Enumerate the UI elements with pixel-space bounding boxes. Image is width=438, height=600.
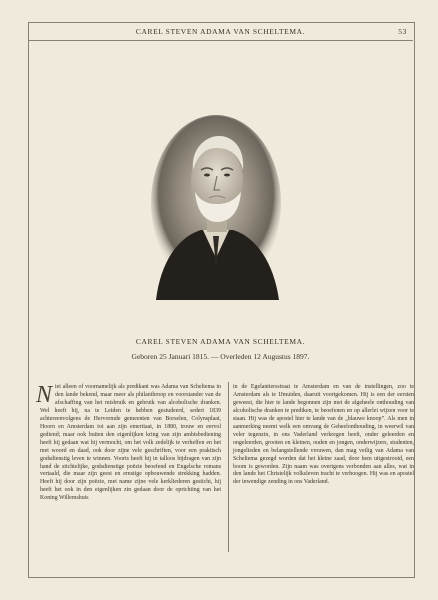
portrait-caption-name: CAREL STEVEN ADAMA VAN SCHELTEMA. — [135, 337, 306, 346]
right-column-text: in de Egelantiersstraat te Amsterdam en van de instellingen, zoo te Amsterdam als te IJmuiden, daaruit voortgekomen. Hij is een der eersten geweest, die hier te lande begonnen zijn met de algeheele onthouding van alcoholische dranken te prediken, te beoefenen en op allerlei wijzen voor te staan. Hij was de apostel hier te lande van de „blauwe knoop”. Als men in aanmerking neemt welk een omvang de Geheelonthouding, in weerwil van veler tegenzin, in ons Vaderland verkregen heeft, onder geleerden en ongeleerden, grooten en kleinen, ouden en jongen, onderwijzers, studenten, jongelieden en belangstellende vrouwen, dan mag veilig van Adama van Scheltema gezegd worden dat het kleine zaad, door hem uitgestrooid, een boom is geworden. Zijn naam was overigens verbonden aan alles, wat in den lande het Christelijk volksleven tracht te verhoogen. Hij was en apostel der inwendige zending in ons Vaderland. — [233, 384, 414, 486]
page-number: 53 — [398, 27, 407, 36]
article-body — [36, 382, 414, 554]
column-divider — [228, 382, 229, 552]
article-column-left — [36, 382, 221, 554]
header-rule — [28, 40, 413, 41]
running-head — [28, 27, 413, 39]
portrait-image — [151, 118, 282, 300]
running-title: CAREL STEVEN ADAMA VAN SCHELTEMA. — [135, 27, 306, 36]
left-column-text: iet alleen of voornamelijk als predikant was Adama van Scheltema in den lande bekend, maar meer als philanthroop en voorstander van de afschaffing van het misbruik en gebruik van alcoholische dranken. Wel heeft hij, na te Leiden te hebben gestudeerd, sedert 1839 achtereenvolgens de Hervormde gemeenten van Borselen, Colynsplaat, Hoorn en Amsterdam tot aan zijn emeritaat, in 1880, trouw en eervol gediend; maar ook buiten den eigenlijken kring van zijn ambtsbediening heeft hij gedaan wat hij vermocht, om het volk zedelijk te verheffen en het met woord en daad, ook door zijne vele geschriften, voor een praktisch godsdienstig leven te winnen. Voorts heeft hij in talloos bijdragen van zijn hand de stichtelijke, godsdienstige poëzie beoefend en Engelsche romans vertaald, die maar zijn geest en ernstige opbouwende strekking hadden. Heeft hij door zijn poëzie, met name zijne vele kerkliederen gesticht, hij heeft het ook in den eigenlijken zin gedaan door de oprichting van het Koning Willemshuis — [40, 384, 221, 502]
article-column-right — [233, 384, 414, 554]
portrait-caption-dates: Geboren 25 Januari 1815. — Overleden 12 Augustus 1897. — [131, 352, 310, 361]
drop-cap: N — [36, 382, 53, 408]
